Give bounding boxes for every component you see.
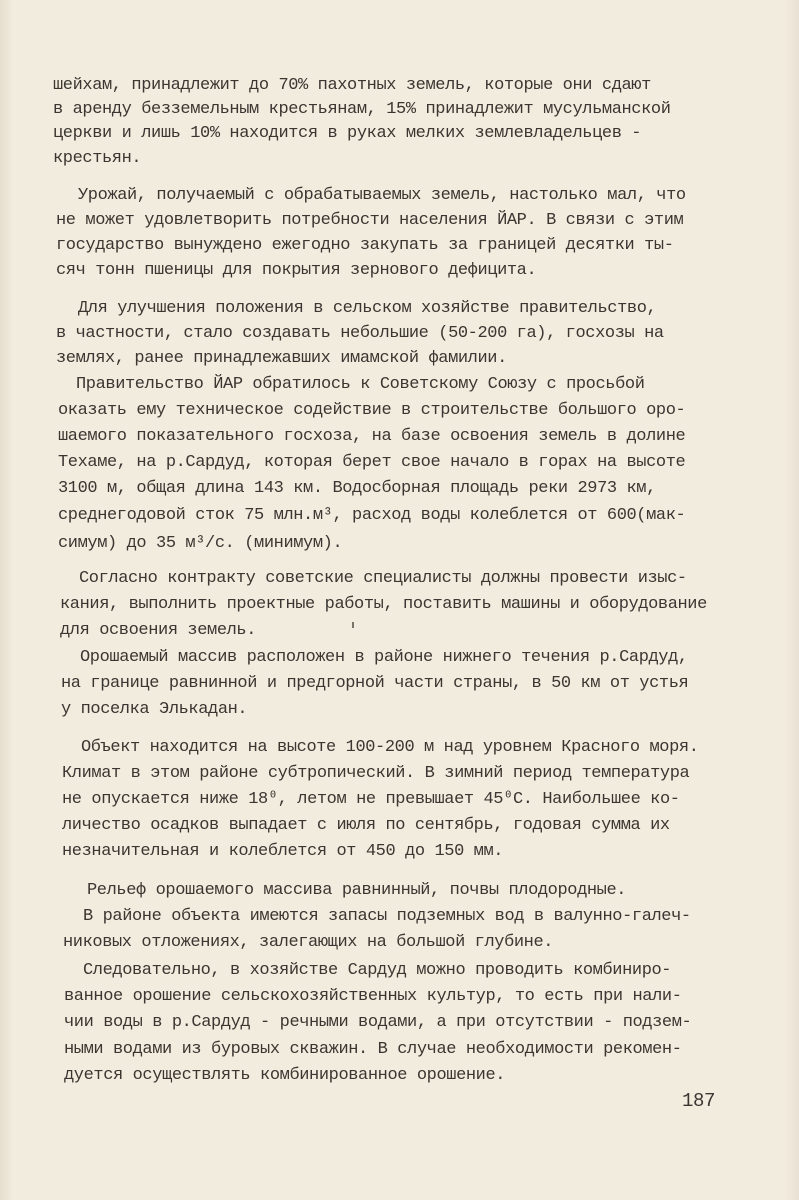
text-line: среднегодовой сток 75 млн.м³, расход воды колеблется от 600(мак-	[58, 506, 686, 525]
text-line: 3100 м, общая длина 143 км. Водосборная площадь реки 2973 км,	[58, 479, 656, 498]
text-line: на границе равнинной и предгорной части страны, в 50 км от устья	[61, 674, 689, 693]
text-line: личество осадков выпадает с июля по сентябрь, годовая сумма их	[62, 816, 670, 835]
text-line: шаемого показательного госхоза, на базе освоения земель в долине	[58, 427, 686, 446]
text-line: В районе объекта имеются запасы подземных вод в валунно-галеч-	[83, 907, 691, 926]
text-line: в частности, стало создавать небольшие (50-200 га), госхозы на	[56, 324, 664, 343]
text-line: сяч тонн пшеницы для покрытия зернового дефицита.	[56, 261, 537, 280]
text-line: крестьян.	[53, 149, 142, 168]
text-line: в аренду безземельным крестьянам, 15% принадлежит мусульманской	[53, 100, 671, 119]
text-line: ными водами из буровых скважин. В случае необходимости рекомен-	[64, 1040, 682, 1059]
text-line: не опускается ниже 18⁰, летом не превышает 45⁰С. Наибольшее ко-	[62, 790, 680, 809]
text-line: симум) до 35 м³/с. (минимум).	[58, 534, 343, 553]
text-line: Урожай, получаемый с обрабатываемых земель, настолько мал, что	[78, 186, 686, 205]
text-line: ванное орошение сельскохозяйственных культур, то есть при нали-	[64, 987, 682, 1006]
text-line: Техаме, на р.Сардуд, которая берет свое начало в горах на высоте	[58, 453, 686, 472]
text-line: Орошаемый массив расположен в районе нижнего течения р.Сардуд,	[80, 648, 688, 667]
text-line: Объект находится на высоте 100-200 м над уровнем Красного моря.	[81, 738, 699, 757]
text-line: Климат в этом районе субтропический. В зимний период температура	[62, 764, 690, 783]
text-line: чии воды в р.Сардуд - речными водами, а при отсутствии - подзем-	[64, 1013, 692, 1032]
text-line: Следовательно, в хозяйстве Сардуд можно проводить комбиниро-	[83, 961, 672, 980]
text-line: незначительная и колеблется от 450 до 150 мм.	[62, 842, 504, 861]
ink-speck	[352, 622, 354, 628]
left-page-edge-shadow	[0, 0, 14, 1200]
text-line: для освоения земель.	[60, 621, 257, 640]
text-line: не может удовлетворить потребности населения ЙАР. В связи с этим	[56, 211, 684, 230]
text-line: оказать ему техническое содействие в строительстве большого оро-	[58, 401, 686, 420]
text-line: землях, ранее принадлежавших имамской фамилии.	[56, 349, 507, 368]
right-page-edge-shadow	[785, 0, 799, 1200]
text-line: церкви и лишь 10% находится в руках мелких землевладельцев -	[53, 124, 642, 143]
text-line: Для улучшения положения в сельском хозяйстве правительство,	[78, 299, 657, 318]
text-line: у поселка Элькадан.	[61, 700, 248, 719]
text-line: кания, выполнить проектные работы, поставить машины и оборудование	[60, 595, 707, 614]
text-line: никовых отложениях, залегающих на большой глубине.	[63, 933, 554, 952]
text-line: государство вынуждено ежегодно закупать за границей десятки ты-	[56, 236, 674, 255]
text-line: дуется осуществлять комбинированное орошение.	[64, 1066, 506, 1085]
text-line: Согласно контракту советские специалисты должны провести изыс-	[79, 569, 687, 588]
page-number: 187	[682, 1090, 716, 1112]
text-line: шейхам, принадлежит до 70% пахотных земель, которые они сдают	[53, 76, 651, 95]
text-line: Рельеф орошаемого массива равнинный, почвы плодородные.	[87, 881, 627, 900]
text-line: Правительство ЙАР обратилось к Советскому Союзу с просьбой	[76, 375, 645, 394]
